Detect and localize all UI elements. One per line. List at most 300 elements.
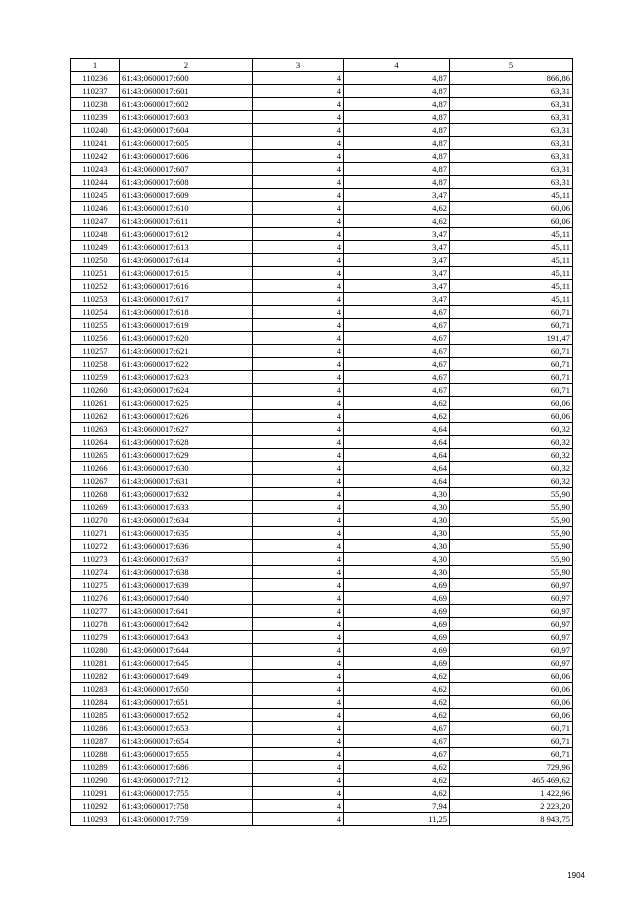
row-number-cell: 110285 <box>71 709 120 722</box>
column-4-cell: 4,30 <box>344 514 450 527</box>
column-5-cell: 63,31 <box>450 85 573 98</box>
column-3-cell: 4 <box>253 72 344 85</box>
column-5-cell: 60,32 <box>450 475 573 488</box>
cadastral-number-cell: 61:43:0600017:653 <box>120 722 253 735</box>
column-4-cell: 4,87 <box>344 85 450 98</box>
column-5-cell: 60,97 <box>450 605 573 618</box>
column-4-cell: 4,69 <box>344 657 450 670</box>
column-3-cell: 4 <box>253 176 344 189</box>
column-3-cell: 4 <box>253 566 344 579</box>
column-5-cell: 866,86 <box>450 72 573 85</box>
cadastral-number-cell: 61:43:0600017:621 <box>120 345 253 358</box>
cadastral-number-cell: 61:43:0600017:633 <box>120 501 253 514</box>
table-row <box>71 644 573 657</box>
table-row <box>71 228 573 241</box>
column-5-cell: 60,71 <box>450 748 573 761</box>
cadastral-number-cell: 61:43:0600017:627 <box>120 423 253 436</box>
row-number-cell: 110250 <box>71 254 120 267</box>
table-row <box>71 696 573 709</box>
column-4-cell: 4,67 <box>344 735 450 748</box>
column-5-cell: 60,06 <box>450 670 573 683</box>
column-5-cell: 60,06 <box>450 410 573 423</box>
column-3-cell: 4 <box>253 501 344 514</box>
cadastral-number-cell: 61:43:0600017:623 <box>120 371 253 384</box>
row-number-cell: 110278 <box>71 618 120 631</box>
column-5-cell: 55,90 <box>450 566 573 579</box>
table-row <box>71 423 573 436</box>
column-5-cell: 60,06 <box>450 709 573 722</box>
column-3-cell: 4 <box>253 722 344 735</box>
cadastral-number-cell: 61:43:0600017:602 <box>120 98 253 111</box>
row-number-cell: 110270 <box>71 514 120 527</box>
table-row <box>71 150 573 163</box>
table-row <box>71 527 573 540</box>
column-4-cell: 4,67 <box>344 384 450 397</box>
column-4-cell: 4,69 <box>344 631 450 644</box>
column-4-cell: 4,87 <box>344 72 450 85</box>
column-5-cell: 465 469,62 <box>450 774 573 787</box>
column-4-cell: 4,69 <box>344 618 450 631</box>
column-4-cell: 3,47 <box>344 280 450 293</box>
row-number-cell: 110246 <box>71 202 120 215</box>
row-number-cell: 110265 <box>71 449 120 462</box>
column-3-cell: 4 <box>253 215 344 228</box>
column-4-cell: 4,30 <box>344 553 450 566</box>
column-4-cell: 4,87 <box>344 98 450 111</box>
column-3-cell: 4 <box>253 670 344 683</box>
column-4-cell: 4,67 <box>344 345 450 358</box>
column-4-cell: 4,30 <box>344 540 450 553</box>
table-row <box>71 267 573 280</box>
column-5-cell: 55,90 <box>450 553 573 566</box>
table-row <box>71 813 573 826</box>
column-3-cell: 4 <box>253 761 344 774</box>
table-row <box>71 735 573 748</box>
column-4-cell: 3,47 <box>344 228 450 241</box>
cadastral-number-cell: 61:43:0600017:649 <box>120 670 253 683</box>
table-row <box>71 540 573 553</box>
column-3-cell: 4 <box>253 189 344 202</box>
column-5-cell: 60,97 <box>450 579 573 592</box>
cadastral-number-cell: 61:43:0600017:601 <box>120 85 253 98</box>
cadastral-number-cell: 61:43:0600017:651 <box>120 696 253 709</box>
column-5-cell: 63,31 <box>450 98 573 111</box>
table-row <box>71 787 573 800</box>
row-number-cell: 110238 <box>71 98 120 111</box>
table-row <box>71 111 573 124</box>
table-row <box>71 306 573 319</box>
column-3-cell: 4 <box>253 241 344 254</box>
row-number-cell: 110251 <box>71 267 120 280</box>
cadastral-number-cell: 61:43:0600017:613 <box>120 241 253 254</box>
column-5-cell: 45,11 <box>450 254 573 267</box>
cadastral-number-cell: 61:43:0600017:712 <box>120 774 253 787</box>
table-row <box>71 709 573 722</box>
table-body <box>71 72 573 826</box>
cadastral-number-cell: 61:43:0600017:616 <box>120 280 253 293</box>
row-number-cell: 110274 <box>71 566 120 579</box>
column-4-cell: 4,87 <box>344 176 450 189</box>
column-4-cell: 4,64 <box>344 449 450 462</box>
table-row <box>71 670 573 683</box>
column-3-cell: 4 <box>253 631 344 644</box>
row-number-cell: 110261 <box>71 397 120 410</box>
column-4-cell: 4,67 <box>344 748 450 761</box>
column-3-cell: 4 <box>253 449 344 462</box>
cadastral-number-cell: 61:43:0600017:608 <box>120 176 253 189</box>
cadastral-number-cell: 61:43:0600017:637 <box>120 553 253 566</box>
column-3-cell: 4 <box>253 98 344 111</box>
cadastral-number-cell: 61:43:0600017:645 <box>120 657 253 670</box>
table-header-row <box>71 59 573 72</box>
column-4-cell: 4,69 <box>344 605 450 618</box>
column-3-cell: 4 <box>253 696 344 709</box>
table-row <box>71 449 573 462</box>
cadastral-number-cell: 61:43:0600017:610 <box>120 202 253 215</box>
table-row <box>71 332 573 345</box>
column-4-cell: 4,30 <box>344 501 450 514</box>
cadastral-number-cell: 61:43:0600017:636 <box>120 540 253 553</box>
column-4-cell: 4,64 <box>344 462 450 475</box>
cadastral-number-cell: 61:43:0600017:631 <box>120 475 253 488</box>
row-number-cell: 110266 <box>71 462 120 475</box>
column-3-cell: 4 <box>253 644 344 657</box>
column-5-cell: 63,31 <box>450 137 573 150</box>
cadastral-number-cell: 61:43:0600017:758 <box>120 800 253 813</box>
column-5-cell: 55,90 <box>450 514 573 527</box>
column-3-cell: 4 <box>253 306 344 319</box>
column-5-cell: 63,31 <box>450 176 573 189</box>
row-number-cell: 110253 <box>71 293 120 306</box>
cadastral-number-cell: 61:43:0600017:603 <box>120 111 253 124</box>
column-4-cell: 4,62 <box>344 774 450 787</box>
cadastral-number-cell: 61:43:0600017:650 <box>120 683 253 696</box>
column-5-cell: 60,97 <box>450 644 573 657</box>
table-row <box>71 397 573 410</box>
cadastral-number-cell: 61:43:0600017:611 <box>120 215 253 228</box>
table-row <box>71 384 573 397</box>
column-header: 3 <box>253 59 344 72</box>
cadastral-number-cell: 61:43:0600017:644 <box>120 644 253 657</box>
column-3-cell: 4 <box>253 579 344 592</box>
column-5-cell: 60,71 <box>450 345 573 358</box>
row-number-cell: 110247 <box>71 215 120 228</box>
column-5-cell: 63,31 <box>450 150 573 163</box>
column-5-cell: 60,32 <box>450 449 573 462</box>
column-4-cell: 4,64 <box>344 423 450 436</box>
cadastral-number-cell: 61:43:0600017:652 <box>120 709 253 722</box>
table-row <box>71 592 573 605</box>
row-number-cell: 110252 <box>71 280 120 293</box>
table-row <box>71 722 573 735</box>
row-number-cell: 110260 <box>71 384 120 397</box>
cadastral-number-cell: 61:43:0600017:655 <box>120 748 253 761</box>
table-row <box>71 579 573 592</box>
cadastral-number-cell: 61:43:0600017:625 <box>120 397 253 410</box>
table-row <box>71 319 573 332</box>
cadastral-number-cell: 61:43:0600017:617 <box>120 293 253 306</box>
row-number-cell: 110244 <box>71 176 120 189</box>
row-number-cell: 110275 <box>71 579 120 592</box>
column-5-cell: 60,71 <box>450 384 573 397</box>
column-3-cell: 4 <box>253 280 344 293</box>
column-5-cell: 55,90 <box>450 527 573 540</box>
row-number-cell: 110277 <box>71 605 120 618</box>
row-number-cell: 110286 <box>71 722 120 735</box>
row-number-cell: 110280 <box>71 644 120 657</box>
column-3-cell: 4 <box>253 410 344 423</box>
column-4-cell: 4,64 <box>344 475 450 488</box>
column-3-cell: 4 <box>253 488 344 501</box>
table-row <box>71 748 573 761</box>
cadastral-number-cell: 61:43:0600017:638 <box>120 566 253 579</box>
cadastral-number-cell: 61:43:0600017:606 <box>120 150 253 163</box>
table-row <box>71 215 573 228</box>
cadastral-number-cell: 61:43:0600017:639 <box>120 579 253 592</box>
table-row <box>71 371 573 384</box>
column-5-cell: 60,32 <box>450 462 573 475</box>
column-5-cell: 45,11 <box>450 267 573 280</box>
column-5-cell: 60,71 <box>450 358 573 371</box>
column-5-cell: 60,97 <box>450 592 573 605</box>
cadastral-number-cell: 61:43:0600017:619 <box>120 319 253 332</box>
row-number-cell: 110241 <box>71 137 120 150</box>
row-number-cell: 110290 <box>71 774 120 787</box>
cadastral-number-cell: 61:43:0600017:624 <box>120 384 253 397</box>
column-4-cell: 11,25 <box>344 813 450 826</box>
column-4-cell: 4,30 <box>344 527 450 540</box>
table-row <box>71 202 573 215</box>
column-3-cell: 4 <box>253 137 344 150</box>
column-4-cell: 4,87 <box>344 124 450 137</box>
row-number-cell: 110248 <box>71 228 120 241</box>
column-5-cell: 60,97 <box>450 618 573 631</box>
row-number-cell: 110288 <box>71 748 120 761</box>
column-5-cell: 60,06 <box>450 683 573 696</box>
cadastral-number-cell: 61:43:0600017:628 <box>120 436 253 449</box>
row-number-cell: 110293 <box>71 813 120 826</box>
column-5-cell: 8 943,75 <box>450 813 573 826</box>
table-row <box>71 800 573 813</box>
cadastral-number-cell: 61:43:0600017:609 <box>120 189 253 202</box>
row-number-cell: 110291 <box>71 787 120 800</box>
column-3-cell: 4 <box>253 124 344 137</box>
cadastral-number-cell: 61:43:0600017:632 <box>120 488 253 501</box>
column-4-cell: 4,62 <box>344 397 450 410</box>
cadastral-number-cell: 61:43:0600017:643 <box>120 631 253 644</box>
row-number-cell: 110276 <box>71 592 120 605</box>
column-5-cell: 729,96 <box>450 761 573 774</box>
column-4-cell: 4,62 <box>344 202 450 215</box>
column-3-cell: 4 <box>253 397 344 410</box>
column-4-cell: 3,47 <box>344 241 450 254</box>
column-4-cell: 4,62 <box>344 787 450 800</box>
cadastral-number-cell: 61:43:0600017:615 <box>120 267 253 280</box>
table-row <box>71 189 573 202</box>
column-4-cell: 4,62 <box>344 683 450 696</box>
column-3-cell: 4 <box>253 319 344 332</box>
row-number-cell: 110236 <box>71 72 120 85</box>
page-number: 1904 <box>567 871 585 880</box>
column-5-cell: 2 223,20 <box>450 800 573 813</box>
column-4-cell: 3,47 <box>344 267 450 280</box>
column-3-cell: 4 <box>253 371 344 384</box>
row-number-cell: 110249 <box>71 241 120 254</box>
row-number-cell: 110289 <box>71 761 120 774</box>
column-3-cell: 4 <box>253 150 344 163</box>
column-4-cell: 4,62 <box>344 709 450 722</box>
column-header: 5 <box>450 59 573 72</box>
column-3-cell: 4 <box>253 202 344 215</box>
column-4-cell: 4,67 <box>344 358 450 371</box>
table-row <box>71 280 573 293</box>
column-5-cell: 55,90 <box>450 501 573 514</box>
table-row <box>71 501 573 514</box>
row-number-cell: 110272 <box>71 540 120 553</box>
column-5-cell: 55,90 <box>450 488 573 501</box>
column-4-cell: 4,87 <box>344 111 450 124</box>
cadastral-number-cell: 61:43:0600017:607 <box>120 163 253 176</box>
column-3-cell: 4 <box>253 514 344 527</box>
row-number-cell: 110256 <box>71 332 120 345</box>
cadastral-number-cell: 61:43:0600017:626 <box>120 410 253 423</box>
column-5-cell: 45,11 <box>450 228 573 241</box>
column-header: 1 <box>71 59 120 72</box>
row-number-cell: 110279 <box>71 631 120 644</box>
column-5-cell: 60,06 <box>450 696 573 709</box>
row-number-cell: 110273 <box>71 553 120 566</box>
row-number-cell: 110243 <box>71 163 120 176</box>
column-3-cell: 4 <box>253 683 344 696</box>
row-number-cell: 110254 <box>71 306 120 319</box>
table-row <box>71 683 573 696</box>
column-4-cell: 4,62 <box>344 761 450 774</box>
column-3-cell: 4 <box>253 618 344 631</box>
column-3-cell: 4 <box>253 332 344 345</box>
column-4-cell: 4,30 <box>344 566 450 579</box>
column-4-cell: 4,69 <box>344 644 450 657</box>
row-number-cell: 110264 <box>71 436 120 449</box>
row-number-cell: 110259 <box>71 371 120 384</box>
column-4-cell: 4,62 <box>344 215 450 228</box>
cadastral-number-cell: 61:43:0600017:630 <box>120 462 253 475</box>
column-4-cell: 4,67 <box>344 371 450 384</box>
column-3-cell: 4 <box>253 787 344 800</box>
column-3-cell: 4 <box>253 540 344 553</box>
row-number-cell: 110258 <box>71 358 120 371</box>
table-row <box>71 358 573 371</box>
cadastral-number-cell: 61:43:0600017:622 <box>120 358 253 371</box>
column-5-cell: 60,06 <box>450 397 573 410</box>
row-number-cell: 110245 <box>71 189 120 202</box>
table-row <box>71 566 573 579</box>
column-4-cell: 4,69 <box>344 592 450 605</box>
column-3-cell: 4 <box>253 267 344 280</box>
column-5-cell: 63,31 <box>450 124 573 137</box>
cadastral-number-cell: 61:43:0600017:686 <box>120 761 253 774</box>
row-number-cell: 110239 <box>71 111 120 124</box>
column-4-cell: 4,67 <box>344 722 450 735</box>
table-row <box>71 163 573 176</box>
table-row <box>71 410 573 423</box>
column-3-cell: 4 <box>253 384 344 397</box>
column-header: 2 <box>120 59 253 72</box>
column-4-cell: 4,67 <box>344 306 450 319</box>
row-number-cell: 110284 <box>71 696 120 709</box>
row-number-cell: 110283 <box>71 683 120 696</box>
table-row <box>71 293 573 306</box>
column-3-cell: 4 <box>253 735 344 748</box>
table-row <box>71 514 573 527</box>
column-4-cell: 4,87 <box>344 150 450 163</box>
column-3-cell: 4 <box>253 111 344 124</box>
table-row <box>71 254 573 267</box>
column-5-cell: 60,32 <box>450 423 573 436</box>
cadastral-number-cell: 61:43:0600017:605 <box>120 137 253 150</box>
column-4-cell: 4,87 <box>344 137 450 150</box>
column-5-cell: 45,11 <box>450 293 573 306</box>
column-3-cell: 4 <box>253 475 344 488</box>
column-4-cell: 4,30 <box>344 488 450 501</box>
table-row <box>71 124 573 137</box>
row-number-cell: 110271 <box>71 527 120 540</box>
column-4-cell: 7,94 <box>344 800 450 813</box>
column-5-cell: 45,11 <box>450 241 573 254</box>
column-3-cell: 4 <box>253 709 344 722</box>
column-3-cell: 4 <box>253 800 344 813</box>
table-row <box>71 475 573 488</box>
column-3-cell: 4 <box>253 553 344 566</box>
cadastral-number-cell: 61:43:0600017:641 <box>120 605 253 618</box>
cadastral-number-cell: 61:43:0600017:620 <box>120 332 253 345</box>
table-row <box>71 98 573 111</box>
row-number-cell: 110292 <box>71 800 120 813</box>
column-5-cell: 45,11 <box>450 189 573 202</box>
table-row <box>71 631 573 644</box>
column-5-cell: 60,71 <box>450 319 573 332</box>
column-4-cell: 3,47 <box>344 254 450 267</box>
column-3-cell: 4 <box>253 592 344 605</box>
column-3-cell: 4 <box>253 85 344 98</box>
cadastral-number-cell: 61:43:0600017:654 <box>120 735 253 748</box>
table-row <box>71 241 573 254</box>
column-3-cell: 4 <box>253 163 344 176</box>
column-4-cell: 4,69 <box>344 579 450 592</box>
column-4-cell: 4,62 <box>344 670 450 683</box>
table-row <box>71 85 573 98</box>
table-row <box>71 176 573 189</box>
column-4-cell: 4,64 <box>344 436 450 449</box>
column-3-cell: 4 <box>253 436 344 449</box>
column-3-cell: 4 <box>253 774 344 787</box>
column-4-cell: 4,67 <box>344 319 450 332</box>
cadastral-number-cell: 61:43:0600017:759 <box>120 813 253 826</box>
column-4-cell: 4,67 <box>344 332 450 345</box>
column-5-cell: 60,71 <box>450 371 573 384</box>
column-5-cell: 55,90 <box>450 540 573 553</box>
column-5-cell: 60,32 <box>450 436 573 449</box>
column-5-cell: 191,47 <box>450 332 573 345</box>
row-number-cell: 110268 <box>71 488 120 501</box>
column-4-cell: 3,47 <box>344 293 450 306</box>
row-number-cell: 110287 <box>71 735 120 748</box>
column-3-cell: 4 <box>253 358 344 371</box>
cadastral-number-cell: 61:43:0600017:614 <box>120 254 253 267</box>
column-3-cell: 4 <box>253 254 344 267</box>
column-3-cell: 4 <box>253 345 344 358</box>
table-row <box>71 774 573 787</box>
row-number-cell: 110255 <box>71 319 120 332</box>
